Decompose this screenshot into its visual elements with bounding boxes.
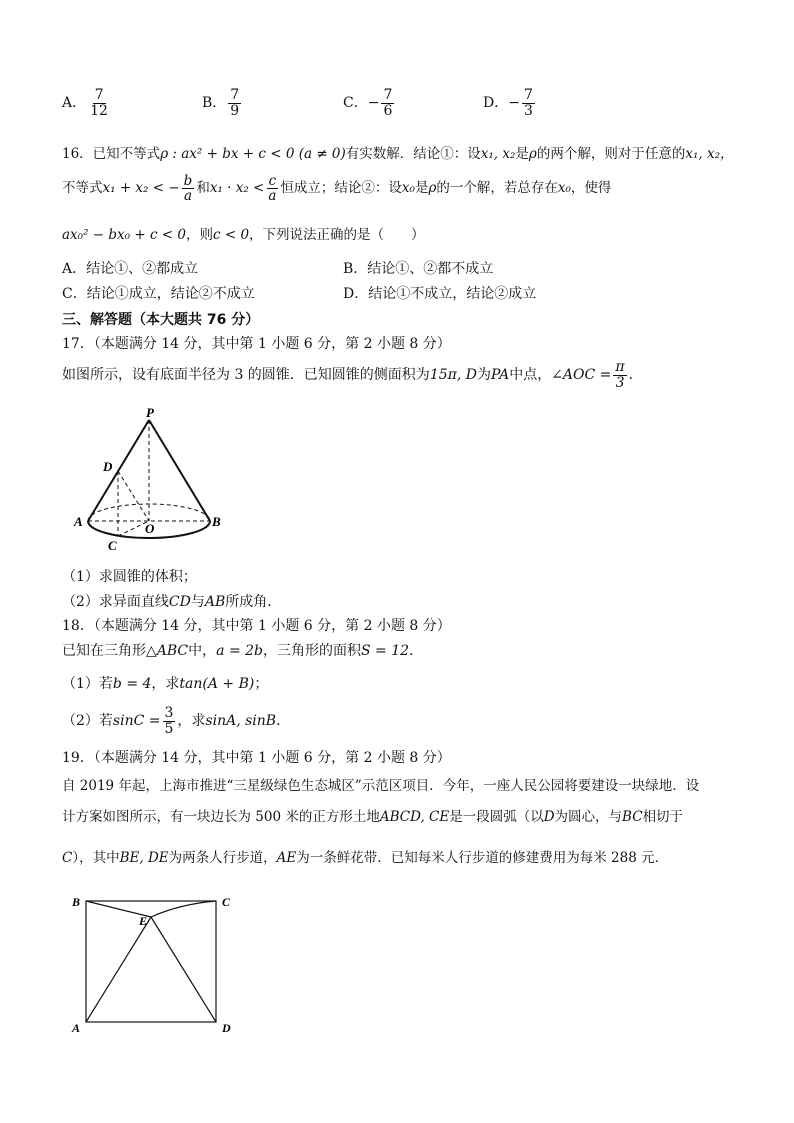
q18-fraction-3-over-5: $\frac{3}{5}$ xyxy=(164,705,174,737)
q17-part-2: （2）求异面直线CD与AB所成角． xyxy=(62,594,282,610)
flowerbed-ae xyxy=(86,917,151,1022)
q16-fraction-c-over-a: $\frac{c}{a}$ xyxy=(268,173,277,205)
cone-slant-right xyxy=(149,420,210,521)
label-p: P xyxy=(146,405,154,420)
q15-option-a-fraction: $\frac{7}{12}$ xyxy=(90,87,108,119)
q17-part-1: （1）求圆锥的体积； xyxy=(62,569,197,585)
q16-option-a: A．结论①、②都成立 xyxy=(62,261,199,277)
label-c: C xyxy=(108,538,117,553)
q16-line-1: 16．已知不等式ρ : ax² + bx + c < 0 (a ≠ 0)有实数解．结论①：设x₁, x₂是ρ的两个解，则对于任意的x₁, x₂， xyxy=(62,146,734,162)
q16-option-b: B．结论①、②都不成立 xyxy=(343,261,494,277)
label-e: E xyxy=(139,914,148,928)
q15-option-a: A． $\frac{7}{12}$ xyxy=(62,87,108,119)
q19-line-2: 计方案如图所示，有一块边长为 500 米的正方形土地ABCD, CE是一段圆弧（以D为圆心，与BC相切于 xyxy=(62,809,684,825)
label-a: A xyxy=(72,1021,81,1035)
q18-part-2: （2）若sinC = $\frac{3}{5}$ ，求sinA, sinB． xyxy=(62,705,291,737)
label-a: A xyxy=(74,514,83,529)
q15-option-c-fraction: $\frac{7}{6}$ xyxy=(383,87,393,119)
label-o: O xyxy=(145,521,155,536)
q17-header: 17．（本题满分 14 分，其中第 1 小题 6 分，第 2 小题 8 分） xyxy=(62,336,451,352)
label-b: B xyxy=(72,895,81,909)
q19-line-1: 自 2019 年起，上海市推进“三星级绿色生态城区”示范区项目．今年，一座人民公园将要建设一块绿地．设 xyxy=(62,778,700,794)
label-b: B xyxy=(212,514,221,529)
q15-option-b-fraction: $\frac{7}{9}$ xyxy=(230,87,240,119)
path-de xyxy=(151,917,216,1022)
label-d: D xyxy=(103,459,113,474)
q19-square-figure xyxy=(62,892,242,1037)
q18-stem: 已知在三角形△ABC中，a = 2b，三角形的面积S = 12． xyxy=(62,643,424,659)
q17-fraction-pi-over-3: $\frac{\pi}{3}$ xyxy=(615,359,625,391)
q19-line-3: C），其中BE, DE为两条人行步道，AE为一条鲜花带．已知每米人行步道的修建费用为每米 288 元． xyxy=(62,850,669,866)
label-d: D xyxy=(222,1021,231,1035)
q15-option-c: C．− $\frac{7}{6}$ xyxy=(343,87,393,119)
q15-option-d-fraction: $\frac{7}{3}$ xyxy=(523,87,533,119)
square-abcd xyxy=(86,901,216,1022)
q15-option-d: D．− $\frac{7}{3}$ xyxy=(483,87,533,119)
label-c: C xyxy=(222,895,231,909)
q18-part-1: （1）若b = 4，求tan(A + B)； xyxy=(62,676,269,692)
q16-line-2: 不等式x₁ + x₂ < − $\frac{b}{a}$ 和x₁ · x₂ < $\frac{c}{a}$ 恒成立；结论②：设x₀是ρ的一个解，若总存在x₀，使得 xyxy=(62,173,612,205)
section-3-heading: 三、解答题（本大题共 76 分） xyxy=(62,312,260,328)
q17-cone-figure xyxy=(60,405,230,555)
q18-header: 18．（本题满分 14 分，其中第 1 小题 6 分，第 2 小题 8 分） xyxy=(62,618,451,634)
q15-option-b: B． $\frac{7}{9}$ xyxy=(202,87,240,119)
q19-header: 19．（本题满分 14 分，其中第 1 小题 6 分，第 2 小题 8 分） xyxy=(62,750,451,766)
q16-fraction-b-over-a: $\frac{b}{a}$ xyxy=(183,173,193,205)
segment-do xyxy=(118,471,149,521)
q16-option-d: D．结论①不成立，结论②成立 xyxy=(343,286,537,302)
arc-ce xyxy=(151,901,216,917)
q17-stem: 如图所示，设有底面半径为 3 的圆锥．已知圆锥的侧面积为15π, D为PA中点，∠AOC = $\frac{\pi}{3}$ ． xyxy=(62,359,643,391)
q16-line-3: ax₀² − bx₀ + c < 0，则c < 0，下列说法正确的是（ ） xyxy=(62,227,425,243)
q16-option-c: C．结论①成立，结论②不成立 xyxy=(62,286,255,302)
